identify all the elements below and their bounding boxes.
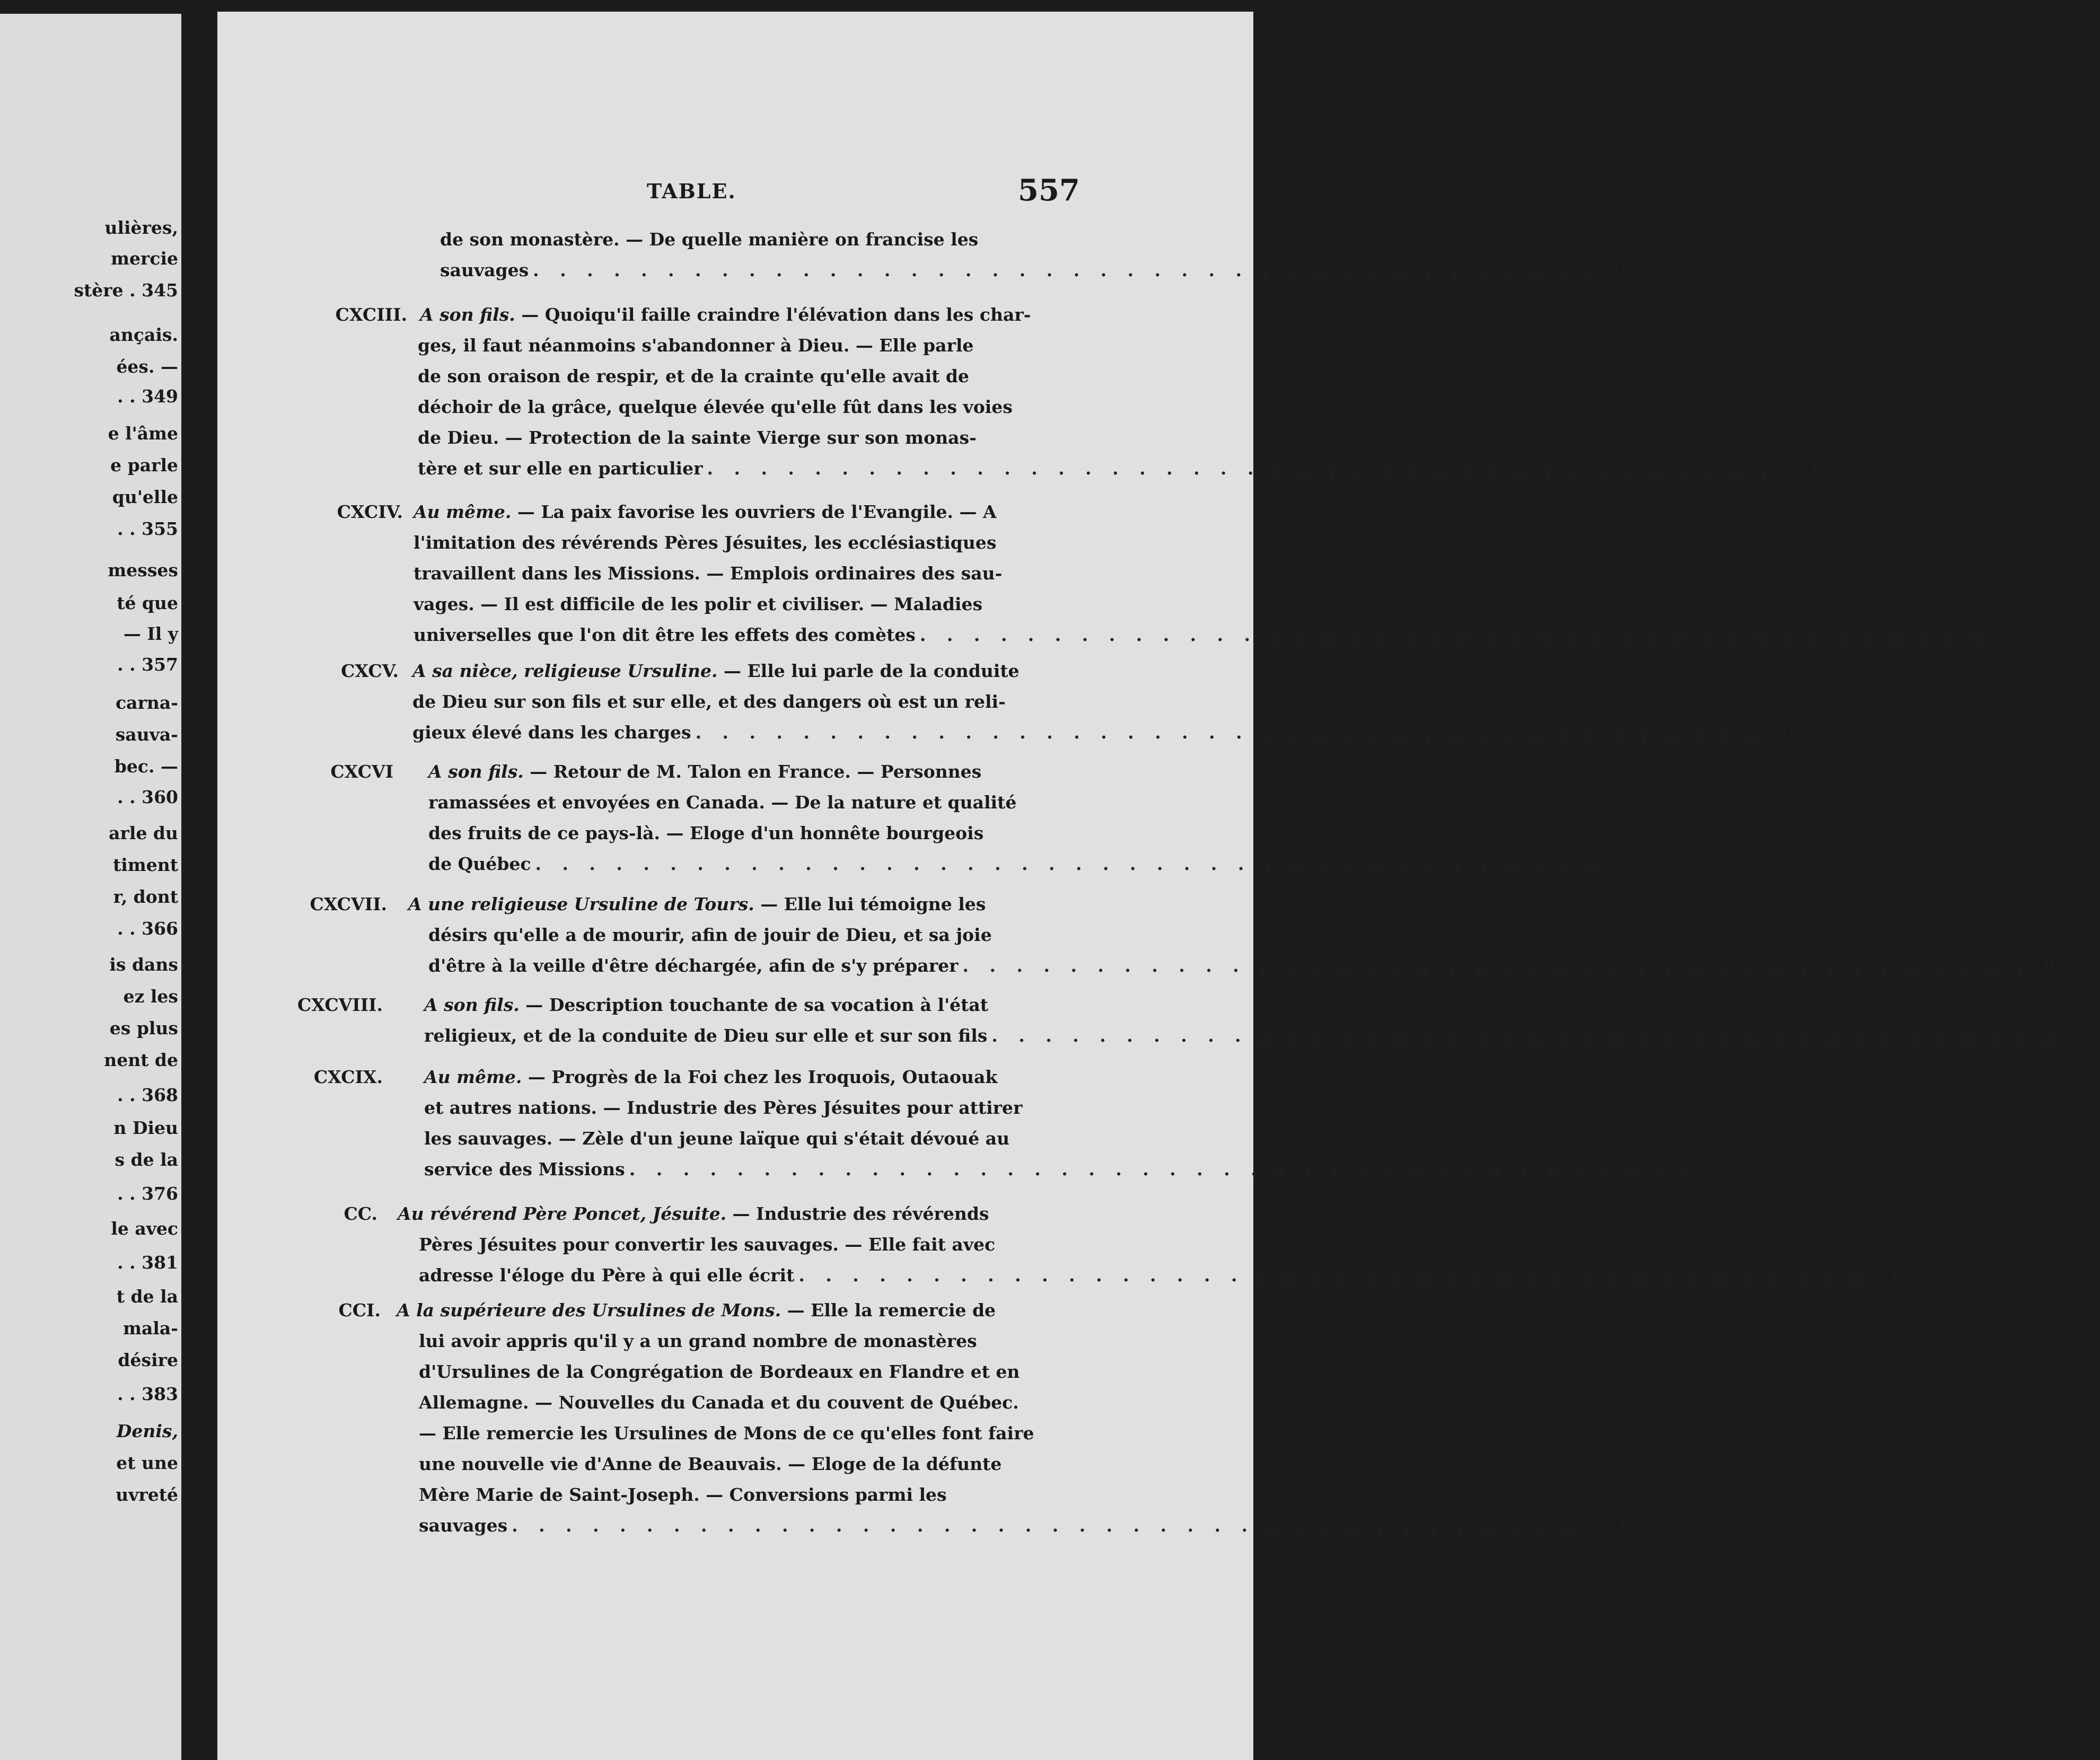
entry-text: universelles que l'on dit être les effets des comètes [414, 624, 916, 645]
entry-text: de son oraison de respir, et de la crainte qu'elle avait de [418, 366, 969, 386]
entry-line [419, 1454, 1001, 1475]
dot-leader: . . . . . . . . . . . . . . . . . . . . . . . . . . . . . . . . . . . . . . . . [991, 1025, 2059, 1046]
left-page-line: Denis, [116, 1421, 178, 1441]
entry-line [419, 1392, 1019, 1413]
entry-number: CXCVII. [310, 894, 387, 914]
entry-last-line [440, 260, 1641, 281]
entry-line [419, 1234, 995, 1255]
left-page-line: le avec [111, 1218, 178, 1239]
entry-page-number: 406 [2034, 955, 2071, 976]
entry-line [428, 925, 992, 946]
entry-text: d'être à la veille d'être déchargée, afin de s'y préparer [428, 955, 959, 976]
dot-leader: . . . . . . . . . . . . . . . . . . . . . . . . . . . . . . . . . . . . . . . . [512, 1515, 1579, 1536]
entry-text: — Elle la remercie de [781, 1300, 996, 1321]
entry-last-line [424, 1159, 1738, 1180]
left-page-line: . . 368 [117, 1085, 178, 1105]
left-page-line: n Dieu [113, 1117, 178, 1138]
entry-line [424, 1067, 997, 1088]
left-page-line: . . 376 [117, 1183, 178, 1204]
left-page-line: carna- [116, 692, 178, 713]
entry-text: — Elle remercie les Ursulines de Mons de ce qu'elles font faire [419, 1423, 1034, 1444]
entry-page-number: 407 [2063, 1025, 2100, 1046]
entry-number: CXCV. [341, 661, 399, 681]
entry-recipient: A son fils. [428, 761, 524, 782]
entry-text: sauvages [419, 1515, 508, 1536]
left-page-line: . . 355 [117, 518, 178, 539]
entry-line [419, 1361, 1020, 1383]
left-page-line: arle du [109, 823, 178, 843]
entry-line [428, 761, 981, 782]
entry-text: Allemagne. — Nouvelles du Canada et du couvent de Québec. [419, 1392, 1019, 1413]
entry-line [418, 397, 1013, 418]
entry-text: vages. — Il est difficile de les polir et civiliser. — Maladies [414, 594, 983, 614]
dot-leader: . . . . . . . . . . . . . . . . . . . . . . . . . . . . . . . . . . . . . . . . [695, 722, 1763, 743]
entry-text: travaillent dans les Missions. — Emplois ordinaires des sau- [414, 563, 1003, 584]
left-page-line: s de la [115, 1149, 178, 1170]
left-page-line: ulières, [104, 217, 178, 238]
entry-text: — Elle lui témoigne les [754, 894, 986, 914]
entry-text: Pères Jésuites pour convertir les sauvages. — Elle fait avec [419, 1234, 996, 1255]
entry-line [428, 792, 1016, 813]
entry-text: adresse l'éloge du Père à qui elle écrit [419, 1265, 795, 1286]
entry-line [419, 1331, 977, 1352]
running-head: TABLE. [647, 179, 736, 203]
entry-line [412, 661, 1020, 682]
entry-text: l'imitation des révérends Pères Jésuites, les ecclésiastiques [414, 532, 997, 553]
entry-recipient: A la supérieure des Ursulines de Mons. [397, 1300, 781, 1321]
entry-line [408, 894, 986, 915]
entry-text: d'Ursulines de la Congrégation de Bordeaux en Flandre et en [419, 1361, 1020, 1382]
entry-line [424, 995, 988, 1016]
entry-line [414, 501, 997, 523]
entry-line [440, 229, 978, 250]
dot-leader: . . . . . . . . . . . . . . . . . . . . . . . . . . . . . . . . . . . . . . . . [707, 458, 1775, 479]
entry-page-number: 391 [1779, 458, 1815, 479]
entry-number: CC. [344, 1203, 377, 1224]
entry-text: — Quoiqu'il faille craindre l'élévation dans les char- [515, 304, 1031, 325]
left-page-line: qu'elle [112, 487, 178, 507]
entry-line [428, 823, 983, 844]
entry-last-line [419, 1515, 1620, 1536]
entry-text: — La paix favorise les ouvriers de l'Evangile. — A [511, 501, 997, 522]
entry-line [418, 427, 977, 448]
left-page-line: messes [108, 560, 178, 580]
left-page-line: uvreté [116, 1484, 178, 1505]
entry-number: CXCIX. [313, 1067, 383, 1087]
entry-recipient: Au même. [424, 1067, 522, 1087]
left-page-line: ançais. [109, 324, 178, 345]
left-page-line: e parle [110, 455, 178, 476]
entry-text: — Elle lui parle de la conduite [717, 661, 1020, 681]
entry-text: désirs qu'elle a de mourir, afin de jouir de Dieu, et sa joie [428, 925, 992, 945]
entry-text: déchoir de la grâce, quelque élevée qu'elle fût dans les voies [418, 397, 1013, 417]
left-page-line: sauva- [115, 724, 178, 745]
entry-text: gieux élevé dans les charges [412, 722, 691, 743]
left-page-line: ez les [123, 986, 178, 1007]
left-page-line: désire [118, 1350, 178, 1370]
entry-text: et autres nations. — Industrie des Pères Jésuites pour attirer [424, 1097, 1023, 1118]
entry-line [414, 594, 982, 615]
left-page-line: . . 366 [117, 918, 178, 939]
entry-last-line [428, 955, 2071, 976]
entry-line [398, 1203, 989, 1225]
entry-last-line [414, 624, 2028, 646]
entry-line [414, 563, 1002, 584]
left-page-line: . . 383 [117, 1384, 178, 1404]
entry-text: lui avoir appris qu'il y a un grand nombre de monastères [419, 1331, 977, 1351]
entry-text: — Description touchante de sa vocation à l'état [519, 995, 989, 1015]
entry-number: CXCIII. [335, 304, 407, 325]
entry-recipient: A une religieuse Ursuline de Tours. [408, 894, 754, 914]
left-page-line: mala- [123, 1318, 178, 1339]
left-page-line: nent de [104, 1050, 178, 1070]
entry-recipient: A sa nièce, religieuse Ursuline. [412, 661, 718, 681]
left-page-line: timent [113, 855, 178, 875]
dot-leader: . . . . . . . . . . . . . . . . . . . . . . . . . . . . . . . . . . . . . . . . [798, 1265, 1866, 1286]
left-page-line: r, dont [113, 886, 178, 907]
entry-line [418, 366, 969, 387]
entry-last-line [419, 1265, 1907, 1286]
entry-text: — Industrie des révérends [726, 1203, 989, 1224]
left-page-line: . . 360 [117, 787, 178, 807]
entry-last-line [418, 458, 1815, 479]
entry-text: de Dieu. — Protection de la sainte Vierge sur son monas- [418, 427, 977, 448]
entry-line [419, 1423, 1034, 1444]
left-page-fragment [0, 14, 181, 1760]
left-page-line: stère . 345 [74, 280, 178, 301]
entry-line [424, 1097, 1022, 1119]
entry-last-line [412, 722, 1804, 743]
entry-recipient: Au révérend Père Poncet, Jésuite. [398, 1203, 727, 1224]
entry-page-number: 411 [1701, 1159, 1738, 1180]
entry-page-number: 401 [1607, 853, 1644, 874]
left-page-line: e l'âme [108, 423, 178, 444]
entry-page-number: 387 [1604, 260, 1641, 280]
left-page-line: t de la [116, 1286, 178, 1307]
entry-text: service des Missions [424, 1159, 625, 1180]
left-page-line: bec. — [114, 756, 178, 777]
entry-last-line [424, 1025, 2100, 1046]
entry-number: CCI. [338, 1300, 381, 1321]
entry-text: les sauvages. — Zèle d'un jeune laïque qui s'était dévoué au [424, 1128, 1010, 1149]
dot-leader: . . . . . . . . . . . . . . . . . . . . . . . . . . . . . . . . . . . . . . . . [919, 624, 1988, 645]
entry-text: ramassées et envoyées en Canada. — De la nature et qualité [428, 792, 1017, 813]
left-page-line: is dans [109, 954, 178, 975]
entry-text: des fruits de ce pays-là. — Eloge d'un honnête bourgeois [428, 823, 984, 843]
entry-line [419, 1484, 947, 1506]
left-page-line: té que [117, 593, 178, 613]
entry-text: sauvages [440, 260, 529, 280]
entry-line [412, 691, 1006, 712]
entry-line [420, 304, 1031, 325]
left-page-line: . . 381 [117, 1252, 178, 1273]
entry-text: de Dieu sur son fils et sur elle, et des dangers où est un reli- [412, 691, 1006, 712]
entry-line [414, 532, 996, 553]
left-page-line: . . 349 [117, 386, 178, 407]
entry-page-number: 398 [1767, 722, 1804, 743]
left-page-line: es plus [109, 1018, 178, 1039]
entry-text: tère et sur elle en particulier [418, 458, 703, 479]
dot-leader: . . . . . . . . . . . . . . . . . . . . . . . . . . . . . . . . . . . . . . . . [962, 955, 2031, 976]
entry-recipient: A son fils. [424, 995, 520, 1015]
left-page-line: et une [116, 1453, 178, 1473]
left-page-line: — Il y [123, 623, 178, 644]
entry-text: ges, il faut néanmoins s'abandonner à Dieu. — Elle parle [418, 335, 974, 356]
entry-number: CXCVIII. [297, 995, 383, 1015]
entry-page-number: 417 [1870, 1265, 1907, 1286]
entry-number: CXCVI [330, 761, 393, 782]
left-page-line: . . 357 [117, 654, 178, 675]
entry-text: de Québec [428, 853, 531, 874]
left-page-line: mercie [111, 248, 178, 269]
entry-text: — Progrès de la Foi chez les Iroquois, Outaouak [522, 1067, 998, 1087]
entry-page-number: 395 [1991, 624, 2028, 645]
entry-line [418, 335, 973, 356]
left-page-line: ées. — [116, 356, 178, 377]
entry-line [397, 1300, 996, 1321]
dot-leader: . . . . . . . . . . . . . . . . . . . . . . . . . . . . . . . . . . . . . . . . [533, 260, 1601, 280]
entry-text: de son monastère. — De quelle manière on francise les [440, 229, 979, 250]
entry-text: une nouvelle vie d'Anne de Beauvais. — Eloge de la défunte [419, 1454, 1002, 1474]
page-number: 557 [1018, 173, 1080, 208]
entry-text: religieux, et de la conduite de Dieu sur elle et sur son fils [424, 1025, 988, 1046]
entry-last-line [428, 853, 1644, 875]
dot-leader: . . . . . . . . . . . . . . . . . . . . . . . . . . . . . . . . . . . . . . . . [535, 853, 1603, 874]
dot-leader: . . . . . . . . . . . . . . . . . . . . . . . . . . . . . . . . . . . . . . . . [629, 1159, 1697, 1180]
entry-text: — Retour de M. Talon en France. — Personnes [523, 761, 982, 782]
entry-recipient: A son fils. [420, 304, 515, 325]
entry-text: Mère Marie de Saint-Joseph. — Conversions parmi les [419, 1484, 947, 1505]
entry-page-number: 419 [1583, 1515, 1620, 1536]
entry-line [424, 1128, 1009, 1149]
entry-number: CXCIV. [337, 501, 403, 522]
entry-recipient: Au même. [414, 501, 512, 522]
